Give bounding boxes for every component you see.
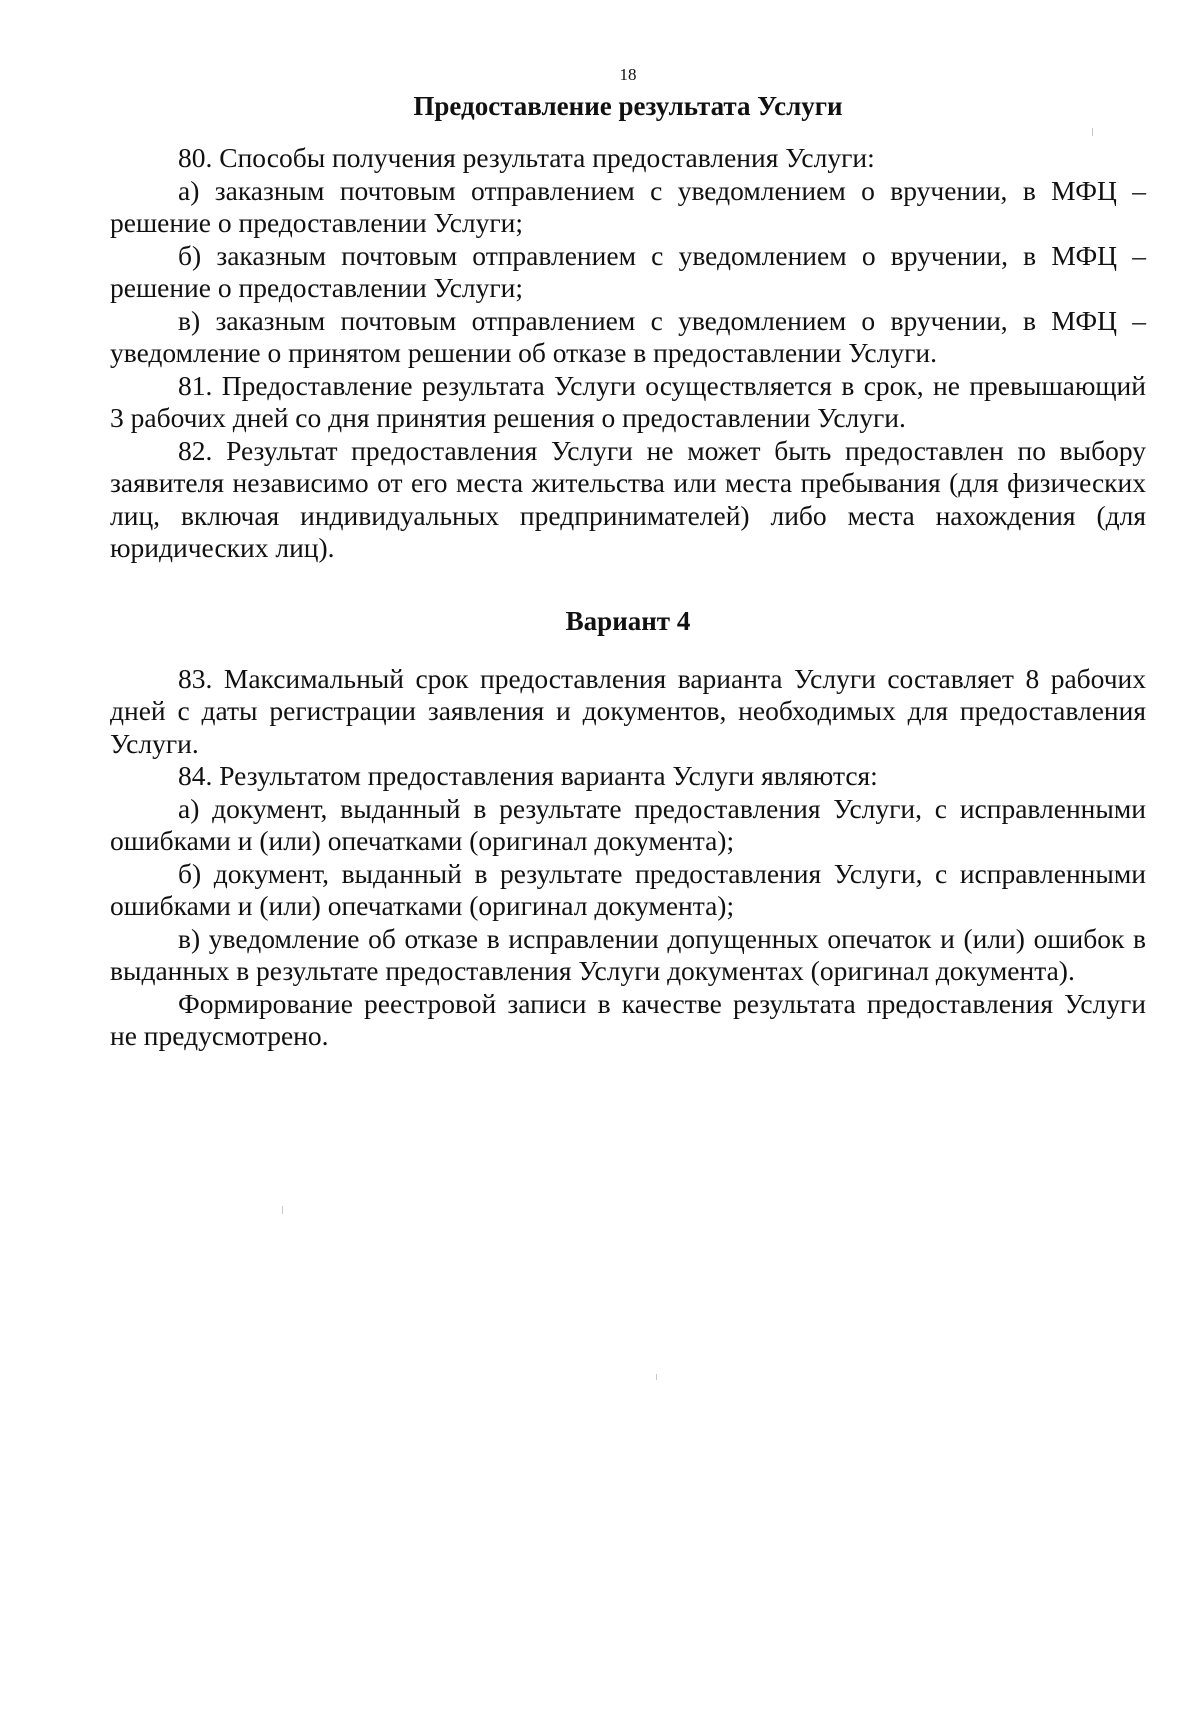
paragraph-81: 81. Предоставление результата Услуги осуществляется в срок, не превышающий 3 рабочих дней со дня принятия решения о предоставлении Услуги.	[110, 369, 1146, 433]
paragraph-82: 82. Результат предоставления Услуги не может быть предоставлен по выбору заявителя независимо от его места жительства или места пребывания (для физических лиц, включая индивидуальных предпринимателей) либо места нахождения (для юридических лиц).	[110, 434, 1146, 563]
paragraph-83: 83. Максимальный срок предоставления варианта Услуги составляет 8 рабочих дней с даты регистрации заявления и документов, необходимых для предоставления Услуги.	[110, 662, 1146, 759]
scan-artifact	[1092, 128, 1093, 136]
paragraph-84: 84. Результатом предоставления варианта Услуги являются:	[178, 760, 878, 791]
paragraph-84-v: в) уведомление об отказе в исправлении допущенных опечаток и (или) ошибок в выданных в результате предоставления Услуги документах (оригинал документа).	[110, 922, 1146, 986]
scan-artifact	[656, 1374, 657, 1380]
paragraph-80-b: б) заказным почтовым отправлением с уведомлением о вручении, в МФЦ – решение о предоставлении Услуги;	[110, 239, 1146, 303]
paragraph-80-v: в) заказным почтовым отправлением с уведомлением о вручении, в МФЦ – уведомление о принятом решении об отказе в предоставлении Услуги.	[110, 304, 1146, 368]
paragraph-80-a: а) заказным почтовым отправлением с уведомлением о вручении, в МФЦ – решение о предоставлении Услуги;	[110, 174, 1146, 238]
paragraph-registry-note: Формирование реестровой записи в качестве результата предоставления Услуги не предусмотрено.	[110, 987, 1146, 1051]
scan-artifact	[282, 1206, 283, 1214]
paragraph-84-a: а) документ, выданный в результате предоставления Услуги, с исправленными ошибками и (или) опечатками (оригинал документа);	[110, 792, 1146, 856]
page-number: 18	[619, 65, 637, 84]
page-content	[110, 64, 1146, 1053]
paragraph-80: 80. Способы получения результата предоставления Услуги:	[178, 142, 875, 173]
section-heading-result: Предоставление результата Услуги	[413, 91, 843, 121]
section-heading-variant-4: Вариант 4	[565, 605, 691, 636]
paragraph-84-b: б) документ, выданный в результате предоставления Услуги, с исправленными ошибками и (или) опечатками (оригинал документа);	[110, 857, 1146, 921]
